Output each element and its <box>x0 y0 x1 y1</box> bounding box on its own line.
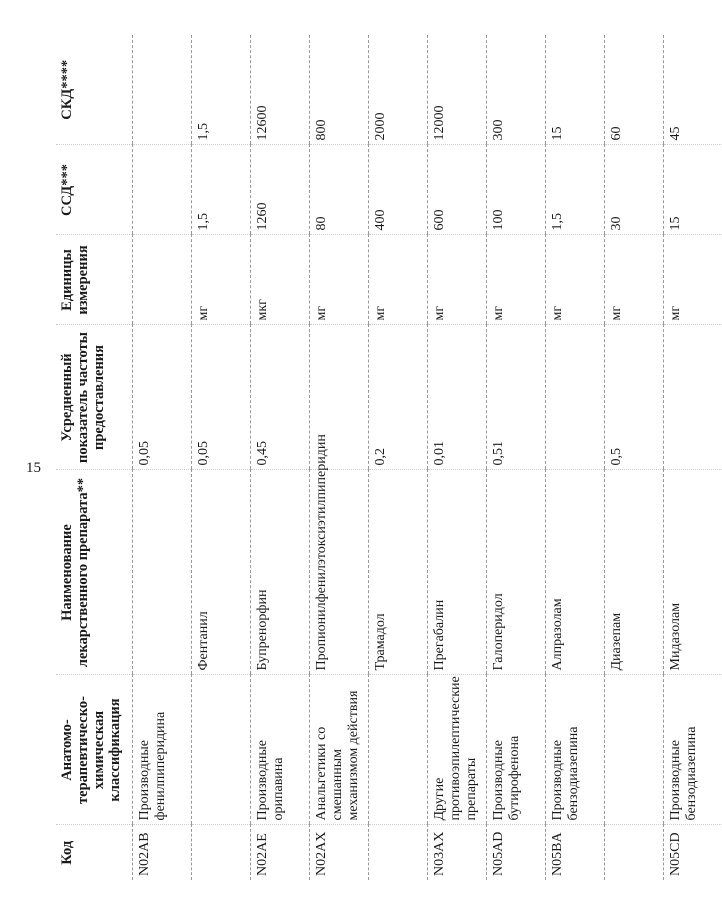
table-row <box>487 35 546 880</box>
cell-unit: мг <box>369 235 428 325</box>
cell-atc: Другие противоэпилептические препараты <box>428 675 487 825</box>
table-row <box>664 35 722 880</box>
cell-unit: мг <box>664 235 722 325</box>
cell-code: N05AD <box>487 825 546 880</box>
cell-ssd: 1,5 <box>546 145 605 235</box>
header-unit: Единицы измерения <box>56 235 132 325</box>
cell-atc: Производные орипавина <box>250 675 309 825</box>
cell-code: N02AB <box>132 825 191 880</box>
table-row <box>546 35 605 880</box>
cell-frequency: 0,01 <box>428 325 487 470</box>
cell-unit: мг <box>428 235 487 325</box>
cell-code: N05CD <box>664 825 722 880</box>
cell-unit: мг <box>309 235 368 325</box>
table-row <box>191 35 250 880</box>
cell-atc <box>191 675 250 825</box>
cell-atc: Производные бутирофенона <box>487 675 546 825</box>
cell-skd: 60 <box>605 35 664 145</box>
cell-drug: Пропионилфенилэтоксиэтилпиперидин <box>309 470 368 675</box>
cell-ssd: 100 <box>487 145 546 235</box>
cell-ssd <box>132 145 191 235</box>
cell-frequency: 0,05 <box>132 325 191 470</box>
cell-skd: 1,5 <box>191 35 250 145</box>
rotated-table-container <box>56 35 700 880</box>
cell-skd: 12000 <box>428 35 487 145</box>
header-ssd: ССД*** <box>56 145 132 235</box>
cell-drug: Галоперидол <box>487 470 546 675</box>
cell-code: N05BA <box>546 825 605 880</box>
cell-skd: 2000 <box>369 35 428 145</box>
cell-drug: Трамадол <box>369 470 428 675</box>
cell-drug: Диазепам <box>605 470 664 675</box>
cell-skd: 12600 <box>250 35 309 145</box>
cell-ssd: 80 <box>309 145 368 235</box>
cell-unit <box>132 235 191 325</box>
table-row <box>605 35 664 880</box>
table-row <box>369 35 428 880</box>
cell-atc: Производные бензодиазепина <box>664 675 722 825</box>
cell-code: N02AX <box>309 825 368 880</box>
cell-drug: Бупренорфин <box>250 470 309 675</box>
cell-frequency: 0,5 <box>605 325 664 470</box>
cell-drug: Мидазолам <box>664 470 722 675</box>
cell-code <box>191 825 250 880</box>
cell-frequency: 0,45 <box>250 325 309 470</box>
cell-atc: Производные фенилпиперидина <box>132 675 191 825</box>
cell-unit: мг <box>191 235 250 325</box>
cell-ssd: 1260 <box>250 145 309 235</box>
cell-skd: 45 <box>664 35 722 145</box>
cell-ssd: 1,5 <box>191 145 250 235</box>
table-row <box>250 35 309 880</box>
cell-skd <box>132 35 191 145</box>
cell-code: N02AE <box>250 825 309 880</box>
cell-skd: 15 <box>546 35 605 145</box>
cell-frequency <box>664 325 722 470</box>
cell-unit: мг <box>546 235 605 325</box>
cell-ssd: 15 <box>664 145 722 235</box>
cell-frequency: 0,51 <box>487 325 546 470</box>
cell-unit: мг <box>487 235 546 325</box>
cell-atc <box>605 675 664 825</box>
cell-frequency: 0,05 <box>191 325 250 470</box>
cell-atc: Производные бензодиазепина <box>546 675 605 825</box>
cell-frequency <box>546 325 605 470</box>
table-header-row <box>56 35 132 880</box>
cell-atc <box>369 675 428 825</box>
header-atc: Анатомо-терапевтическо-химическая классификация <box>56 675 132 825</box>
cell-unit: мг <box>605 235 664 325</box>
cell-skd: 800 <box>309 35 368 145</box>
cell-frequency: 0,2 <box>369 325 428 470</box>
table-row <box>309 35 368 880</box>
header-frequency: Усредненный показатель частоты предоставления <box>56 325 132 470</box>
header-drug: Наименование лекарственного препарата** <box>56 470 132 675</box>
drug-table <box>56 35 722 880</box>
cell-ssd: 30 <box>605 145 664 235</box>
header-skd: СКД**** <box>56 35 132 145</box>
cell-code: N03AX <box>428 825 487 880</box>
cell-atc: Анальгетики со смешанным механизмом действия <box>309 675 368 825</box>
cell-ssd: 600 <box>428 145 487 235</box>
cell-skd: 300 <box>487 35 546 145</box>
cell-drug: Фентанил <box>191 470 250 675</box>
cell-code <box>605 825 664 880</box>
cell-unit: мкг <box>250 235 309 325</box>
cell-drug: Прегабалин <box>428 470 487 675</box>
cell-ssd: 400 <box>369 145 428 235</box>
cell-code <box>369 825 428 880</box>
header-code: Код <box>59 840 75 865</box>
table-row <box>428 35 487 880</box>
cell-drug <box>132 470 191 675</box>
page-number: 15 <box>26 460 41 476</box>
table-row <box>132 35 191 880</box>
cell-drug: Алпразолам <box>546 470 605 675</box>
